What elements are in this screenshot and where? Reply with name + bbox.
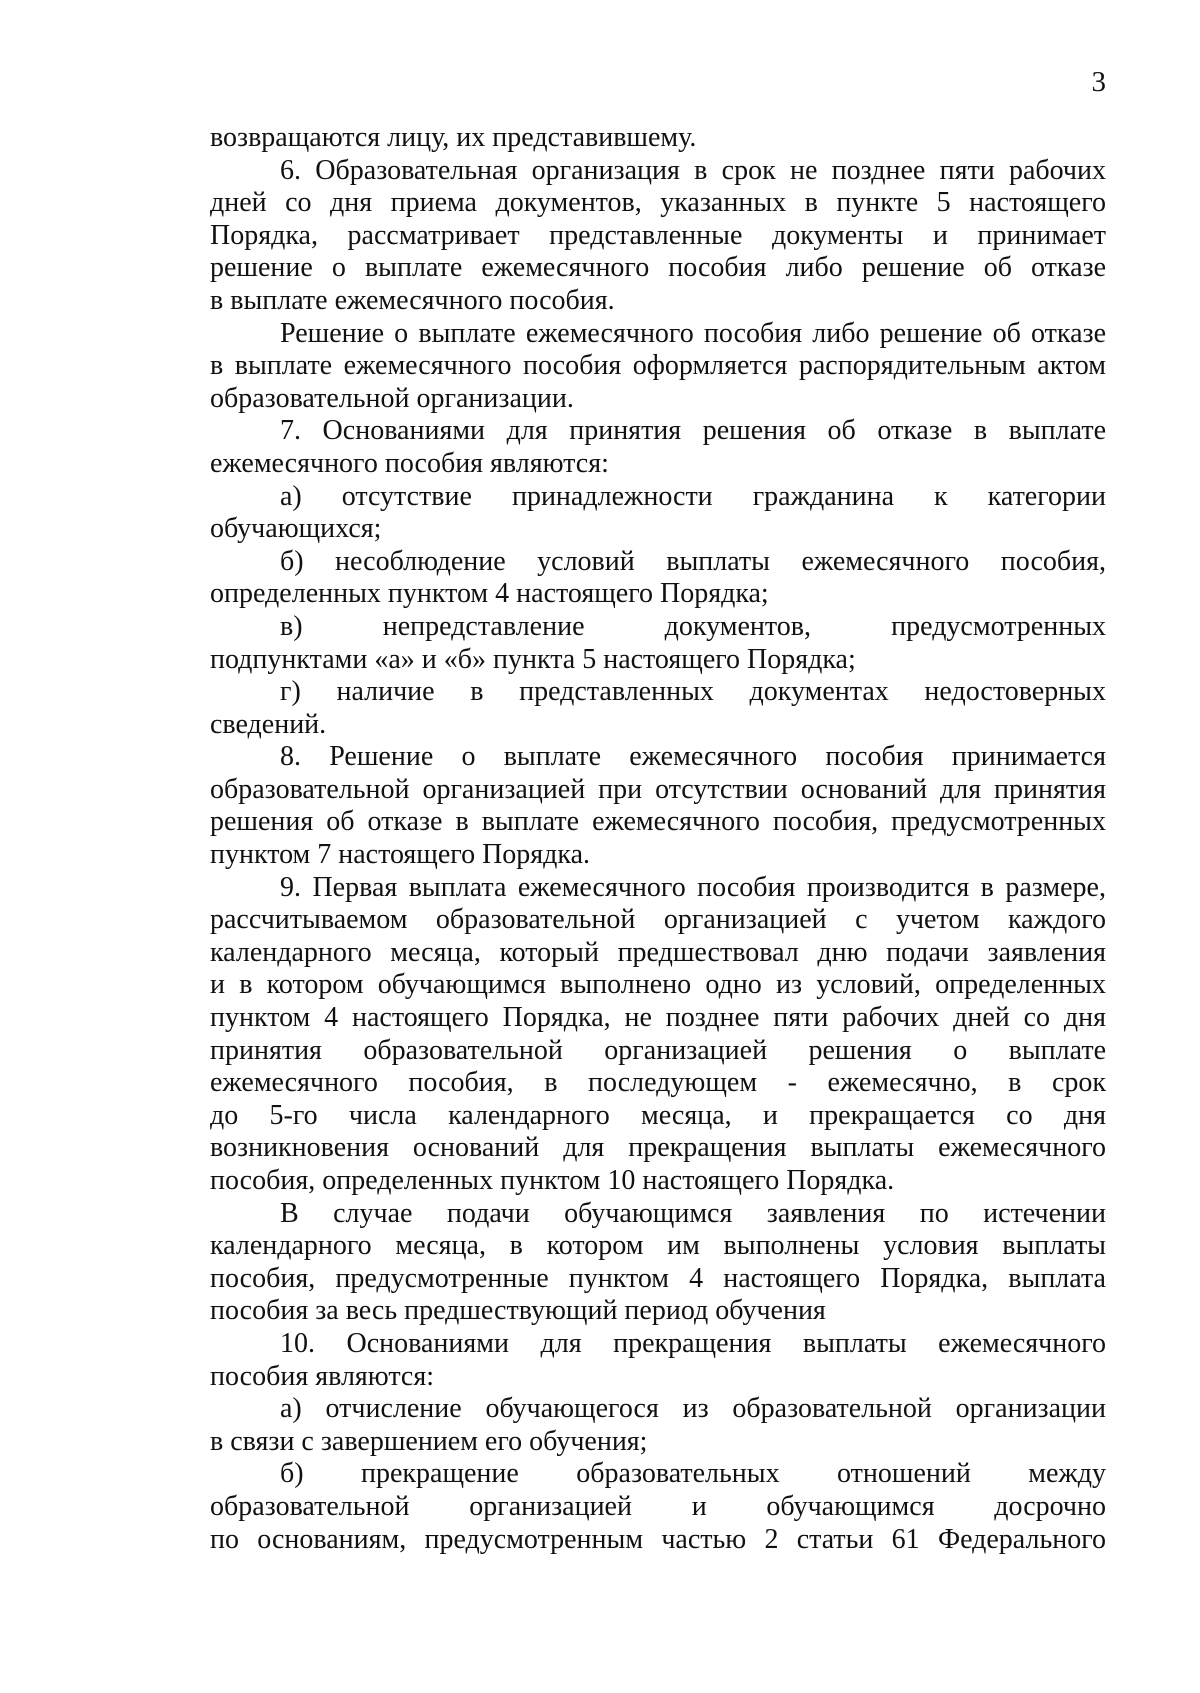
subitem-v-line: в) непредставление документов, предусмотренных <box>280 610 1106 642</box>
text-line: подпунктами «а» и «б» пункта 5 настоящего Порядка; <box>210 643 856 675</box>
text-line: сведений. <box>210 708 327 740</box>
text-line: пунктом 4 настоящего Порядка, не позднее пяти рабочих дней со дня <box>210 1002 1106 1034</box>
text-line: Порядка, рассматривает представленные документы и принимает <box>210 219 1106 251</box>
text-line: возвращаются лицу, их представившему. <box>210 122 697 153</box>
page-number: 3 <box>1091 66 1106 98</box>
document-body <box>210 122 1106 1556</box>
paragraph-9-line: 9. Первая выплата ежемесячного пособия производится в размере, <box>280 871 1106 903</box>
text-line: рассчитываемом образовательной организацией с учетом каждого <box>210 904 1106 936</box>
text-line: ежемесячного пособия являются: <box>210 447 609 479</box>
text-line: до 5-го числа календарного месяца, и прекращается со дня <box>210 1099 1106 1131</box>
text-line: пособия являются: <box>210 1360 435 1392</box>
paragraph-6-line: 6. Образовательная организация в срок не позднее пяти рабочих <box>280 154 1106 186</box>
text-line: принятия образовательной организацией решения о выплате <box>210 1034 1106 1066</box>
text-line: образовательной организацией при отсутствии оснований для принятия <box>210 773 1106 805</box>
text-line: в выплате ежемесячного пособия. <box>210 284 615 316</box>
paragraph-8-line: 8. Решение о выплате ежемесячного пособия принимается <box>280 741 1106 773</box>
paragraph-line: В случае подачи обучающимся заявления по истечении <box>280 1197 1106 1229</box>
text-line: пособия за весь предшествующий период обучения <box>210 1295 826 1327</box>
text-line: и в котором обучающимся выполнено одно из условий, определенных <box>210 969 1106 1001</box>
text-line: пунктом 7 настоящего Порядка. <box>210 839 591 871</box>
text-line: возникновения оснований для прекращения выплаты ежемесячного <box>210 1132 1106 1164</box>
text-line: определенных пунктом 4 настоящего Порядка; <box>210 578 769 610</box>
text-line: решение о выплате ежемесячного пособия либо решение об отказе <box>210 252 1106 284</box>
text-line: календарного месяца, в котором им выполнены условия выплаты <box>210 1230 1106 1262</box>
text-line: по основаниям, предусмотренным частью 2 статьи 61 Федерального <box>210 1523 1106 1555</box>
text-line: ежемесячного пособия, в последующем - ежемесячно, в срок <box>210 1067 1106 1099</box>
subitem-g-line: г) наличие в представленных документах недостоверных <box>280 676 1106 708</box>
text-line: в связи с завершением его обучения; <box>210 1425 648 1457</box>
paragraph-line: Решение о выплате ежемесячного пособия либо решение об отказе <box>280 317 1106 349</box>
text-line: дней со дня приема документов, указанных в пункте 5 настоящего <box>210 187 1106 219</box>
text-line: образовательной организации. <box>210 382 574 414</box>
subitem-a-line: а) отсутствие принадлежности гражданина к категории <box>280 480 1106 512</box>
text-line: в выплате ежемесячного пособия оформляется распорядительным актом <box>210 350 1106 382</box>
text-line: обучающихся; <box>210 513 382 545</box>
text-line: календарного месяца, который предшествовал дню подачи заявления <box>210 936 1106 968</box>
subitem-b-line: б) несоблюдение условий выплаты ежемесячного пособия, <box>280 545 1106 577</box>
text-line: решения об отказе в выплате ежемесячного пособия, предусмотренных <box>210 806 1106 838</box>
paragraph-7-line: 7. Основаниями для принятия решения об отказе в выплате <box>280 415 1106 447</box>
paragraph-10-line: 10. Основаниями для прекращения выплаты ежемесячного <box>280 1327 1106 1359</box>
subitem-b-line: б) прекращение образовательных отношений между <box>280 1458 1106 1490</box>
text-line: образовательной организацией и обучающимся досрочно <box>210 1490 1106 1522</box>
subitem-a-line: а) отчисление обучающегося из образовательной организации <box>280 1393 1106 1425</box>
text-line: пособия, предусмотренные пунктом 4 настоящего Порядка, выплата <box>210 1262 1106 1294</box>
text-line: пособия, определенных пунктом 10 настоящего Порядка. <box>210 1165 895 1196</box>
